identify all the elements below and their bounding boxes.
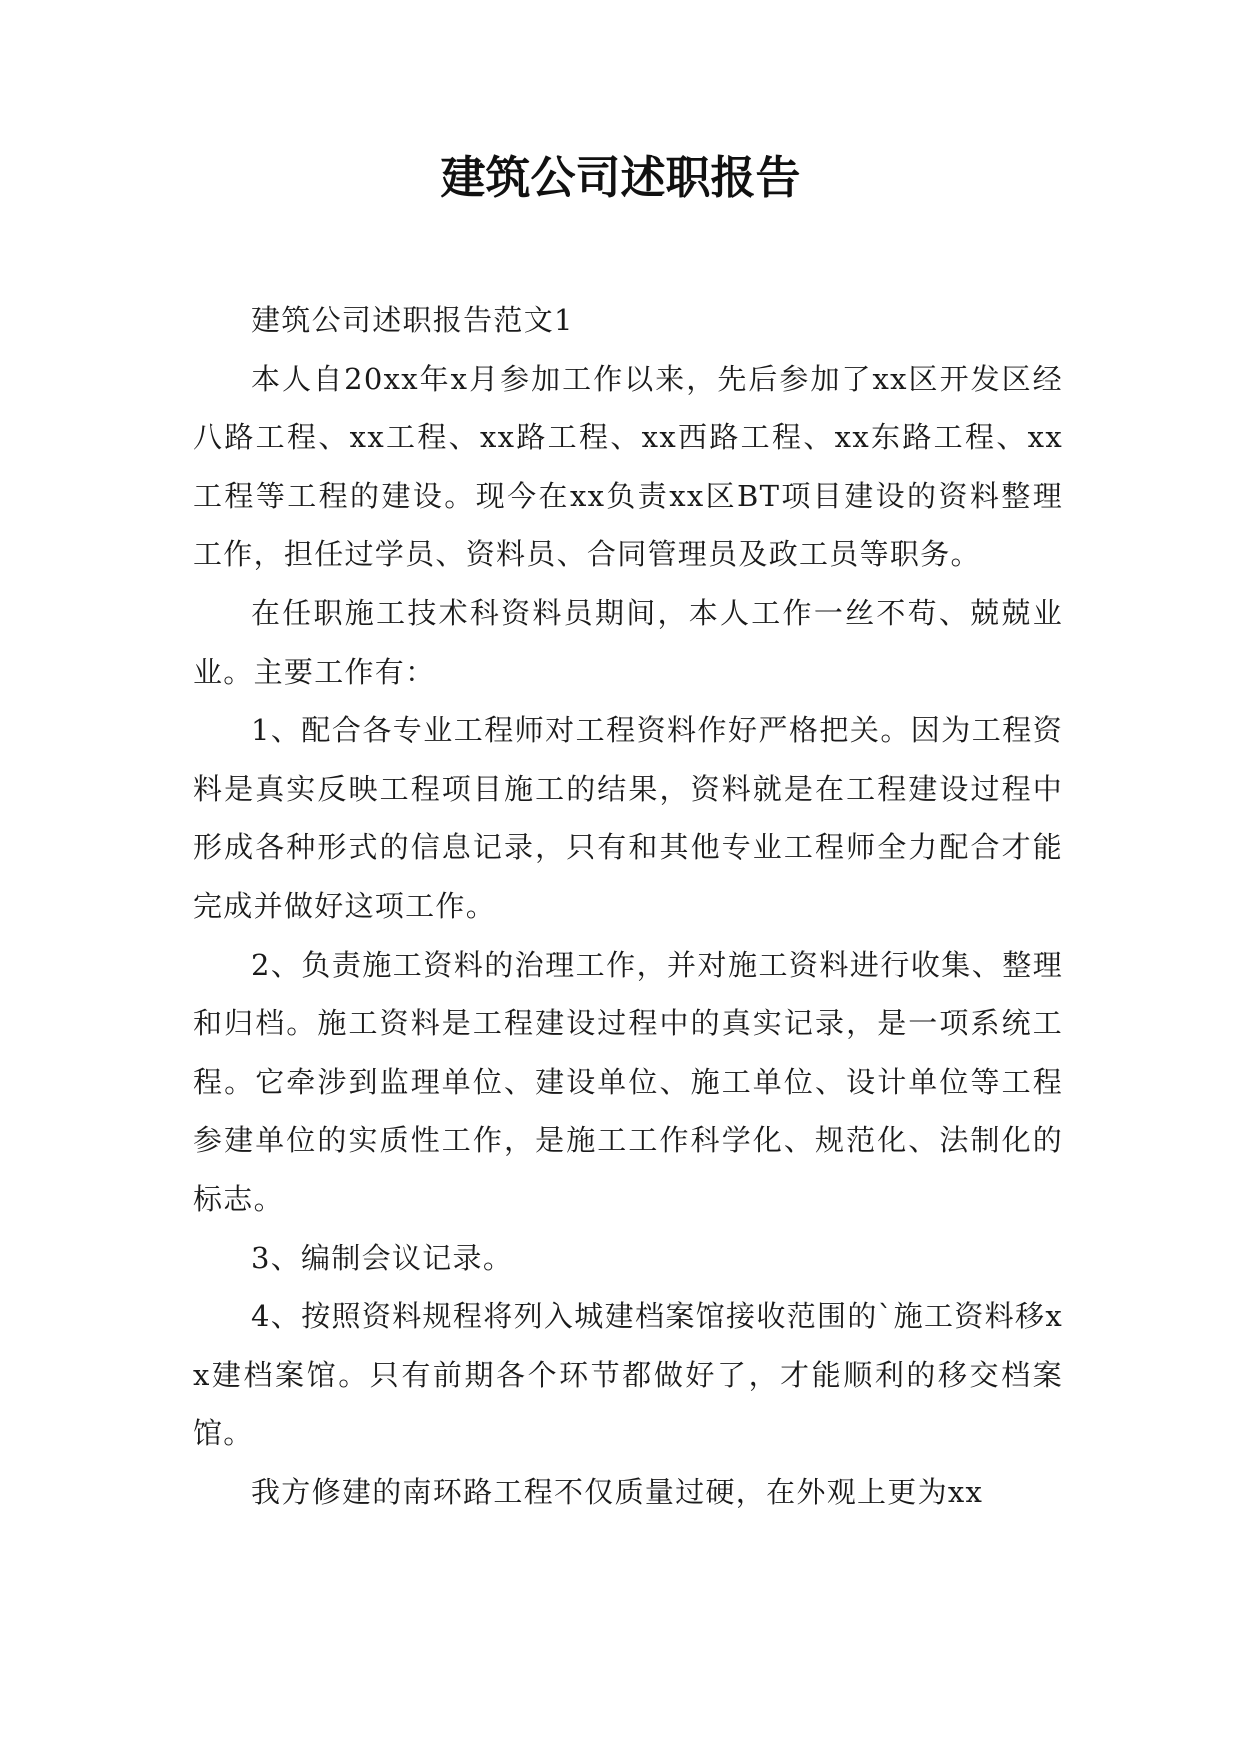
duty-item-1: 1、配合各专业工程师对工程资料作好严格把关。因为工程资料是真实反映工程项目施工的结果，资料就是在工程建设过程中形成各种形式的信息记录，只有和其他专业工程师全力配合才能完成并做好这项工作。 [193, 713, 1063, 923]
closing-paragraph: 我方修建的南环路工程不仅质量过硬，在外观上更为xx [251, 1474, 984, 1509]
document-title: 建筑公司述职报告 [440, 151, 801, 204]
duty-item-3: 3、编制会议记录。 [251, 1240, 514, 1275]
subtitle-paragraph: 建筑公司述职报告范文1 [251, 303, 574, 337]
intro-paragraph: 本人自20xx年x月参加工作以来，先后参加了xx区开发区经八路工程、xx工程、xx路工程、xx西路工程、xx东路工程、xx工程等工程的建设。现今在xx负责xx区BT项目建设的资料整理工作，担任过学员、资料员、合同管理员及政工员等职务。 [193, 361, 1063, 572]
document-body [193, 291, 1063, 1521]
duty-item-4: 4、按照资料规程将列入城建档案馆接收范围的`施工资料移xx建档案馆。只有前期各个环节都做好了，才能顺利的移交档案馆。 [193, 1299, 1063, 1451]
duty-item-2: 2、负责施工资料的治理工作，并对施工资料进行收集、整理和归档。施工资料是工程建设过程中的真实记录，是一项系统工程。它牵涉到监理单位、建设单位、施工单位、设计单位等工程参建单位的实质性工作，是施工工作科学化、规范化、法制化的标志。 [193, 947, 1063, 1216]
duties-intro-paragraph: 在任职施工技术科资料员期间，本人工作一丝不苟、兢兢业业。主要工作有： [193, 595, 1063, 689]
